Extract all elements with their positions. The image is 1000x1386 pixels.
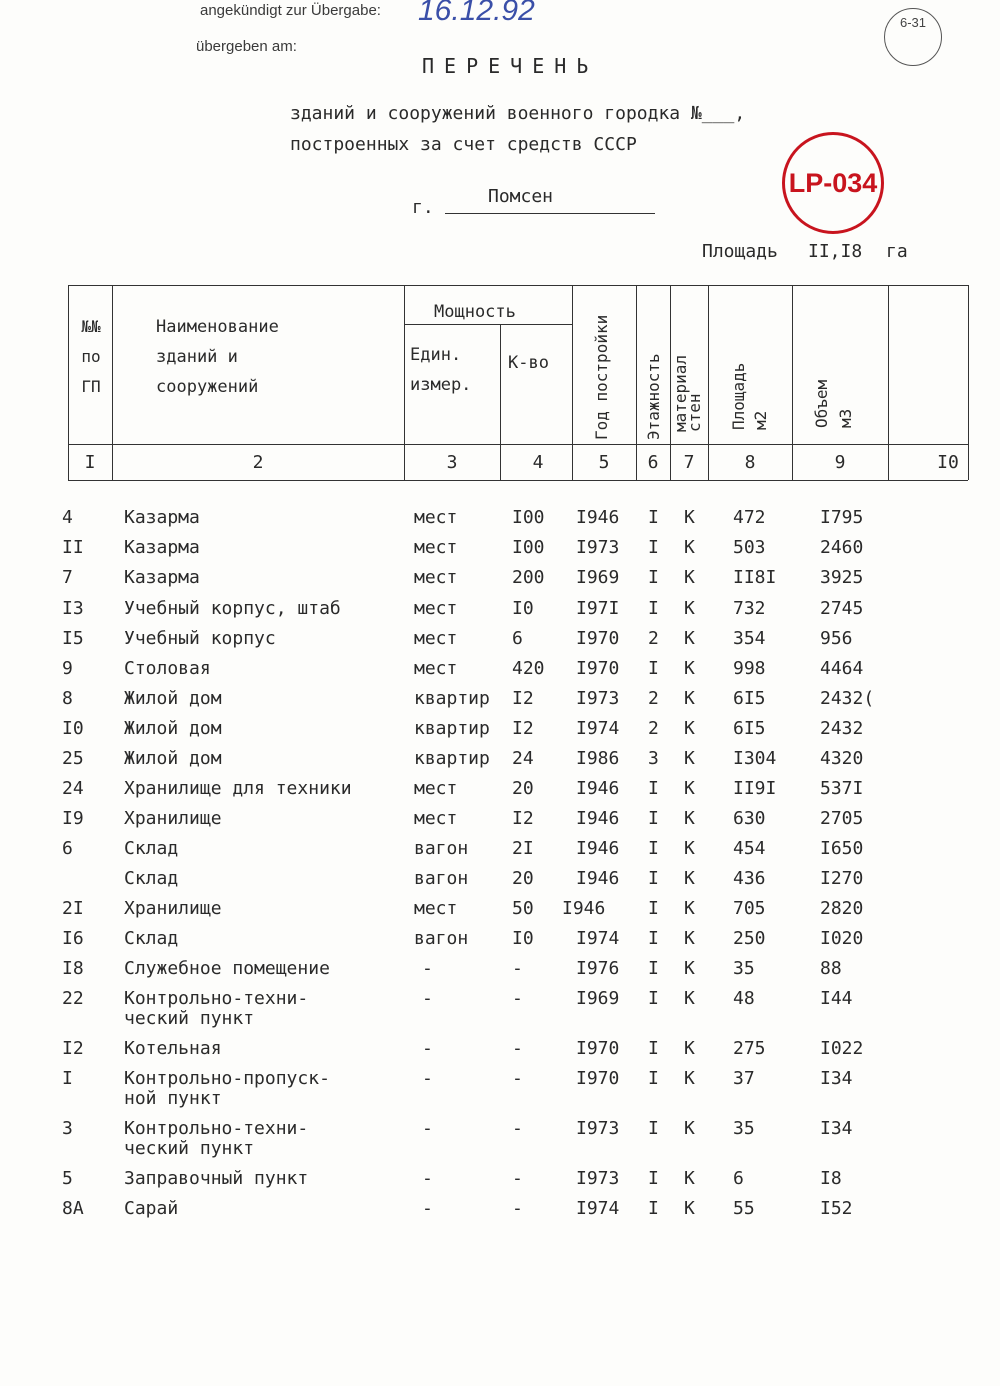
subtitle-line-2: построенных за счет средств СССР [290, 134, 637, 155]
cell-floors: 2 [648, 628, 659, 649]
cell-unit: мест [414, 567, 458, 588]
cell-volume: 2432( [820, 688, 875, 709]
cell-qty: - [512, 1168, 523, 1189]
cell-gp: I3 [62, 598, 84, 619]
cell-volume: 2432 [820, 718, 864, 739]
grid-col-1 [112, 285, 113, 480]
table-row [0, 1199, 1000, 1249]
cell-gp: 22 [62, 988, 84, 1009]
cell-unit: мест [414, 537, 458, 558]
cell-year: I946 [576, 808, 620, 829]
cell-floors: I [648, 898, 659, 919]
cell-gp: 5 [62, 1168, 73, 1189]
cell-name: Контрольно-техни- ческий пункт [124, 1118, 309, 1159]
cell-floors: 2 [648, 688, 659, 709]
cell-area: 454 [733, 838, 766, 859]
col-header-capacity: Мощность [434, 302, 516, 322]
cell-qty: 6 [512, 628, 523, 649]
cell-qty: 20 [512, 778, 534, 799]
cell-unit: - [422, 1038, 433, 1059]
cell-unit: - [422, 1068, 433, 1089]
cell-unit: квартир [414, 688, 490, 709]
cell-name: Столовая [124, 658, 211, 679]
cell-qty: - [512, 988, 523, 1009]
col-number: 2 [252, 452, 264, 473]
cell-volume: 956 [820, 628, 853, 649]
city-name: Помсен [488, 186, 554, 207]
cell-material: К [684, 988, 695, 1009]
area-label: Площадь [702, 241, 778, 262]
cell-name: Жилой дом [124, 688, 222, 709]
col-header-material: материал стен [671, 354, 704, 432]
cell-name: Склад [124, 838, 179, 859]
cell-year: I973 [576, 1118, 620, 1139]
cell-material: К [684, 1168, 695, 1189]
cell-name: Хранилище [124, 808, 222, 829]
cell-area: 436 [733, 868, 766, 889]
cell-floors: I [648, 988, 659, 1009]
cell-gp: 6 [62, 838, 73, 859]
cell-volume: I795 [820, 507, 864, 528]
cell-gp: 4 [62, 507, 73, 528]
cell-material: К [684, 688, 695, 709]
cell-year: I970 [576, 658, 620, 679]
col-number: 6 [647, 452, 659, 473]
cell-floors: I [648, 1038, 659, 1059]
col-number: 9 [834, 452, 846, 473]
cell-floors: I [648, 1198, 659, 1219]
cell-name: Контрольно-техни- ческий пункт [124, 988, 309, 1029]
cell-unit: мест [414, 598, 458, 619]
col-header-year: Год постройки [592, 314, 611, 440]
cell-qty: I2 [512, 718, 534, 739]
cell-unit: - [422, 1198, 433, 1219]
cell-area: I304 [733, 748, 777, 769]
cell-year: I974 [576, 718, 620, 739]
cell-name: Жилой дом [124, 718, 222, 739]
col-header-unit: Един. измер. [410, 345, 472, 395]
col-number: 5 [598, 452, 610, 473]
announced-label: angekündigt zur Übergabe: [200, 2, 381, 19]
cell-qty: - [512, 958, 523, 979]
cell-volume: 3925 [820, 567, 864, 588]
cell-qty: 420 [512, 658, 545, 679]
col-number: 3 [446, 452, 458, 473]
cell-volume: 537I [820, 778, 864, 799]
col-header-area: Площадь м2 [729, 362, 770, 430]
cell-gp: 2I [62, 898, 84, 919]
cell-year: I946 [562, 898, 606, 919]
cell-material: К [684, 748, 695, 769]
cell-unit: вагон [414, 868, 469, 889]
cell-area: 732 [733, 598, 766, 619]
cell-floors: I [648, 537, 659, 558]
cell-gp: I6 [62, 928, 84, 949]
cell-name: Склад [124, 868, 179, 889]
cell-floors: 2 [648, 718, 659, 739]
cell-year: I969 [576, 567, 620, 588]
cell-material: К [684, 868, 695, 889]
area-value: II,I8 [808, 241, 863, 262]
cell-gp: 24 [62, 778, 84, 799]
cell-volume: 2460 [820, 537, 864, 558]
cell-floors: I [648, 868, 659, 889]
cell-name: Жилой дом [124, 748, 222, 769]
cell-year: I970 [576, 1068, 620, 1089]
cell-year: I976 [576, 958, 620, 979]
grid-col-5 [636, 285, 637, 480]
cell-year: I986 [576, 748, 620, 769]
cell-floors: I [648, 1118, 659, 1139]
cell-year: I970 [576, 628, 620, 649]
cell-gp: I9 [62, 808, 84, 829]
col-number: I [84, 452, 96, 473]
document-title: ПЕРЕЧЕНЬ [422, 54, 599, 78]
cell-area: 472 [733, 507, 766, 528]
cell-area: 630 [733, 808, 766, 829]
cell-qty: I00 [512, 507, 545, 528]
grid-col-9 [888, 285, 889, 480]
cell-year: I974 [576, 1198, 620, 1219]
cell-unit: мест [414, 808, 458, 829]
cell-qty: I00 [512, 537, 545, 558]
cell-area: 705 [733, 898, 766, 919]
grid-col-10 [968, 285, 969, 480]
cell-qty: I2 [512, 688, 534, 709]
table-row [0, 989, 1000, 1039]
cell-year: I946 [576, 868, 620, 889]
cell-material: К [684, 537, 695, 558]
cell-qty: - [512, 1198, 523, 1219]
cell-material: К [684, 1038, 695, 1059]
cell-gp: II [62, 537, 84, 558]
cell-volume: I34 [820, 1068, 853, 1089]
cell-qty: 20 [512, 868, 534, 889]
cell-material: К [684, 718, 695, 739]
archive-seal [782, 132, 884, 234]
cell-qty: I0 [512, 928, 534, 949]
cell-area: 37 [733, 1068, 755, 1089]
corner-mark [884, 8, 942, 66]
col-number: 4 [532, 452, 544, 473]
cell-area: 354 [733, 628, 766, 649]
cell-name: Казарма [124, 507, 200, 528]
cell-area: II9I [733, 778, 777, 799]
cell-name: Служебное помещение [124, 958, 330, 979]
cell-volume: I52 [820, 1198, 853, 1219]
cell-volume: 2820 [820, 898, 864, 919]
cell-material: К [684, 628, 695, 649]
cell-area: 250 [733, 928, 766, 949]
cell-area: II8I [733, 567, 777, 588]
cell-qty: I2 [512, 808, 534, 829]
cell-floors: I [648, 778, 659, 799]
cell-floors: I [648, 808, 659, 829]
col-number: 7 [683, 452, 695, 473]
grid-col-7 [708, 285, 709, 480]
cell-unit: мест [414, 628, 458, 649]
cell-material: К [684, 567, 695, 588]
cell-qty: 50 [512, 898, 534, 919]
col-header-gp: №№ по ГП [81, 317, 101, 396]
cell-floors: I [648, 838, 659, 859]
cell-name: Котельная [124, 1038, 222, 1059]
cell-volume: I44 [820, 988, 853, 1009]
col-header-volume: Объем м3 [812, 379, 855, 428]
cell-year: I973 [576, 537, 620, 558]
cell-year: I946 [576, 778, 620, 799]
cell-year: I973 [576, 1168, 620, 1189]
cell-area: 48 [733, 988, 755, 1009]
cell-volume: 88 [820, 958, 842, 979]
cell-area: 35 [733, 958, 755, 979]
cell-year: I946 [576, 507, 620, 528]
cell-floors: I [648, 598, 659, 619]
cell-unit: - [422, 1118, 433, 1139]
cell-material: К [684, 507, 695, 528]
grid-col-8 [792, 285, 793, 480]
cell-year: I97I [576, 598, 620, 619]
cell-unit: - [422, 988, 433, 1009]
cell-gp: I [62, 1068, 73, 1089]
cell-gp: I5 [62, 628, 84, 649]
table-row [0, 1119, 1000, 1169]
grid-top [68, 285, 968, 286]
cell-area: 6I5 [733, 718, 766, 739]
cell-material: К [684, 658, 695, 679]
cell-gp: 9 [62, 658, 73, 679]
cell-material: К [684, 1118, 695, 1139]
cell-volume: I34 [820, 1118, 853, 1139]
col-header-floors: Этажность [644, 353, 663, 440]
cell-floors: I [648, 958, 659, 979]
cell-name: Учебный корпус [124, 628, 276, 649]
cell-qty: 2I [512, 838, 534, 859]
cell-volume: I650 [820, 838, 864, 859]
cell-name: Заправочный пункт [124, 1168, 309, 1189]
grid-col-2 [404, 285, 405, 480]
subtitle-line-1: зданий и сооружений военного городка №___, [290, 103, 746, 124]
cell-year: I970 [576, 1038, 620, 1059]
cell-material: К [684, 838, 695, 859]
grid-numbers-bottom [68, 480, 968, 481]
cell-gp: 8 [62, 688, 73, 709]
cell-unit: мест [414, 778, 458, 799]
col-number: I0 [937, 452, 959, 473]
col-header-name: Наименование зданий и сооружений [156, 317, 279, 397]
cell-gp: I2 [62, 1038, 84, 1059]
area-unit: га [886, 241, 908, 262]
cell-qty: - [512, 1068, 523, 1089]
cell-year: I973 [576, 688, 620, 709]
cell-volume: 4464 [820, 658, 864, 679]
cell-unit: мест [414, 507, 458, 528]
city-underline [445, 213, 655, 214]
announced-date: 16.12.92 [418, 0, 535, 27]
cell-name: Казарма [124, 567, 200, 588]
cell-area: 275 [733, 1038, 766, 1059]
cell-material: К [684, 958, 695, 979]
cell-name: Учебный корпус, штаб [124, 598, 341, 619]
cell-material: К [684, 898, 695, 919]
cell-area: 55 [733, 1198, 755, 1219]
cell-area: 998 [733, 658, 766, 679]
cell-gp: 7 [62, 567, 73, 588]
cell-floors: I [648, 658, 659, 679]
col-number: 8 [744, 452, 756, 473]
cell-name: Хранилище [124, 898, 222, 919]
cell-material: К [684, 808, 695, 829]
cell-volume: I022 [820, 1038, 864, 1059]
cell-gp: 25 [62, 748, 84, 769]
cell-material: К [684, 1198, 695, 1219]
cell-name: Хранилище для техники [124, 778, 352, 799]
handed-label: übergeben am: [196, 38, 297, 55]
cell-volume: I020 [820, 928, 864, 949]
cell-year: I969 [576, 988, 620, 1009]
table-row [0, 1069, 1000, 1119]
cell-name: Склад [124, 928, 179, 949]
cell-unit: мест [414, 898, 458, 919]
cell-volume: I270 [820, 868, 864, 889]
cell-gp: I0 [62, 718, 84, 739]
cell-gp: 3 [62, 1118, 73, 1139]
cell-year: I946 [576, 838, 620, 859]
cell-unit: - [422, 1168, 433, 1189]
cell-material: К [684, 1068, 695, 1089]
city-prefix: г. [412, 197, 434, 218]
col-header-qty: К-во [508, 353, 549, 373]
cell-floors: I [648, 507, 659, 528]
cell-floors: 3 [648, 748, 659, 769]
cell-volume: 4320 [820, 748, 864, 769]
cell-unit: квартир [414, 718, 490, 739]
corner-mark-text: 6-31 [899, 15, 927, 30]
cell-unit: - [422, 958, 433, 979]
cell-qty: - [512, 1038, 523, 1059]
cell-area: 6I5 [733, 688, 766, 709]
cell-area: 35 [733, 1118, 755, 1139]
grid-col-3 [500, 324, 501, 480]
cell-qty: 24 [512, 748, 534, 769]
cell-volume: 2705 [820, 808, 864, 829]
cell-unit: вагон [414, 928, 469, 949]
grid-col-0 [68, 285, 69, 480]
cell-name: Сарай [124, 1198, 179, 1219]
seal-text: LP-034 [788, 167, 878, 198]
cell-year: I974 [576, 928, 620, 949]
cell-floors: I [648, 928, 659, 949]
cell-floors: I [648, 567, 659, 588]
cell-area: 6 [733, 1168, 744, 1189]
cell-gp: 8А [62, 1198, 84, 1219]
cell-gp: I8 [62, 958, 84, 979]
cell-material: К [684, 928, 695, 949]
cell-name: Казарма [124, 537, 200, 558]
cell-unit: вагон [414, 838, 469, 859]
cell-floors: I [648, 1168, 659, 1189]
grid-header-bottom [68, 444, 968, 445]
cell-floors: I [648, 1068, 659, 1089]
cell-volume: I8 [820, 1168, 842, 1189]
cell-unit: мест [414, 658, 458, 679]
cell-unit: квартир [414, 748, 490, 769]
cell-material: К [684, 778, 695, 799]
cell-material: К [684, 598, 695, 619]
cell-area: 503 [733, 537, 766, 558]
cell-qty: I0 [512, 598, 534, 619]
cell-name: Контрольно-пропуск- ной пункт [124, 1068, 330, 1109]
cell-volume: 2745 [820, 598, 864, 619]
cell-qty: - [512, 1118, 523, 1139]
cell-qty: 200 [512, 567, 545, 588]
grid-col-4 [572, 285, 573, 480]
